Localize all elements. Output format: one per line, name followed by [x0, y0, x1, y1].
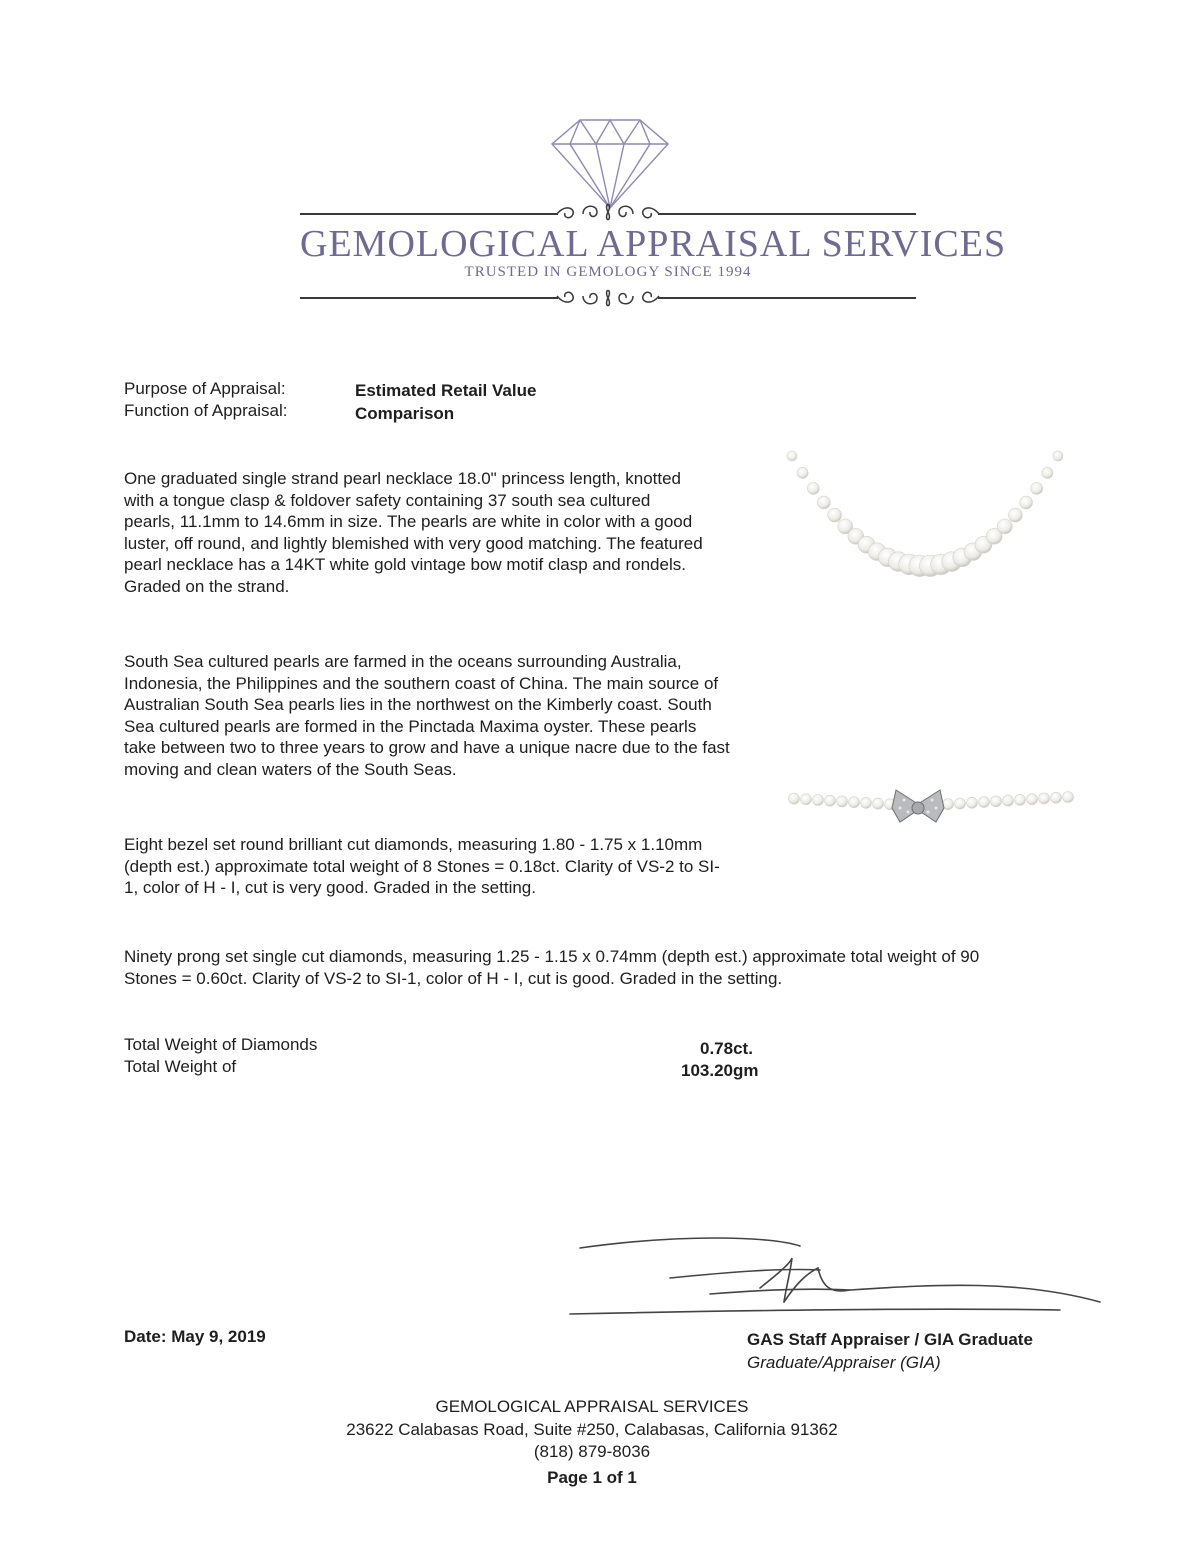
pearl: [979, 797, 990, 808]
pearl: [1015, 794, 1026, 805]
pearl: [1003, 795, 1014, 806]
total-diamonds-label: Total Weight of Diamonds: [124, 1035, 318, 1054]
signature-graphic: [560, 1228, 1105, 1323]
pearl: [1020, 496, 1033, 509]
pearl: [813, 795, 824, 806]
pearl: [997, 519, 1012, 534]
header-rule-bottom-left: [300, 297, 558, 299]
function-label: Function of Appraisal:: [124, 401, 288, 420]
pearl: [1053, 451, 1063, 461]
purpose-label: Purpose of Appraisal:: [124, 379, 286, 398]
pearl: [1042, 467, 1053, 478]
pearl: [1009, 508, 1023, 522]
footer-address: 23622 Calabasas Road, Suite #250, Calabasas, California 91362: [346, 1420, 838, 1439]
bow-clasp-icon: [892, 790, 944, 822]
appraiser-title: GAS Staff Appraiser / GIA Graduate: [747, 1330, 1033, 1349]
south-sea-description: South Sea cultured pearls are farmed in the oceans surrounding Australia, Indonesia, the Philippines and the southern coast of China. The main source of Australian South Sea pearls lies in the northwest on the Kimberly coast. South Sea cultured pearls are formed in the Pinctada Maxima oyster. These pearls take between two to three years to grow and have a unique nacre due to the fast moving and clean waters of the South Seas.: [124, 652, 730, 779]
header-rule-top-left: [300, 213, 558, 215]
function-value: Comparison: [355, 404, 455, 423]
pearl: [789, 793, 800, 804]
company-name-heading: GEMOLOGICAL APPRAISAL SERVICES: [300, 223, 1007, 265]
total-weight-value: 103.20gm: [681, 1061, 759, 1080]
total-diamonds-value: 0.78ct.: [700, 1039, 753, 1058]
pearl: [797, 467, 808, 478]
header-rule-top-right: [658, 213, 916, 215]
pearl: [1063, 792, 1074, 803]
appraisal-date: Date: May 9, 2019: [124, 1327, 266, 1346]
pearl: [991, 796, 1002, 807]
flourish-bottom-icon: [553, 284, 663, 310]
pearl-strand-photo: [780, 442, 1070, 590]
pearl: [1031, 482, 1043, 494]
pearl: [1027, 794, 1038, 805]
pearl: [1051, 792, 1062, 803]
pearl: [787, 451, 797, 461]
pearl: [801, 794, 812, 805]
pearl: [825, 795, 836, 806]
pearl: [873, 798, 884, 809]
pearl: [1039, 793, 1050, 804]
pearl: [818, 496, 831, 509]
bow-clasp-photo: [786, 776, 1076, 846]
appraiser-credential: Graduate/Appraiser (GIA): [747, 1353, 941, 1372]
purpose-value: Estimated Retail Value: [355, 381, 537, 400]
pearl: [828, 508, 842, 522]
pearl: [807, 482, 819, 494]
prong-diamond-description: Ninety prong set single cut diamonds, measuring 1.25 - 1.15 x 0.74mm (depth est.) approximate total weight of 90 Stones = 0.60ct. Clarity of VS-2 to SI-1, color of H - I, cut is good. Graded in the setting.: [124, 947, 980, 988]
pearl: [849, 797, 860, 808]
diamond-logo-icon: [548, 112, 672, 212]
pearl: [861, 797, 872, 808]
pearl: [967, 797, 978, 808]
pearl: [955, 798, 966, 809]
total-weight-label: Total Weight of: [124, 1057, 237, 1076]
page-number: Page 1 of 1: [547, 1468, 637, 1487]
bezel-diamond-description: Eight bezel set round brilliant cut diamonds, measuring 1.80 - 1.75 x 1.10mm (depth est.) approximate total weight of 8 Stones = 0.18ct. Clarity of VS-2 to SI-1, color of H - I, cut is very good. Graded in the setting.: [124, 835, 720, 897]
pearl: [837, 796, 848, 807]
company-tagline: TRUSTED IN GEMOLOGY SINCE 1994: [464, 264, 752, 280]
footer-phone: (818) 879-8036: [533, 1442, 651, 1461]
header-rule-bottom-right: [658, 297, 916, 299]
pearl-description: One graduated single strand pearl necklace 18.0" princess length, knotted with a tongue clasp & foldover safety containing 37 south sea cultured pearls, 11.1mm to 14.6mm in size. The pearls are white in color with a good luster, off round, and lightly blemished with very good matching. The featured pearl necklace has a 14KT white gold vintage bow motif clasp and rondels. Graded on the strand.: [124, 469, 703, 596]
footer-company: GEMOLOGICAL APPRAISAL SERVICES: [435, 1397, 749, 1416]
